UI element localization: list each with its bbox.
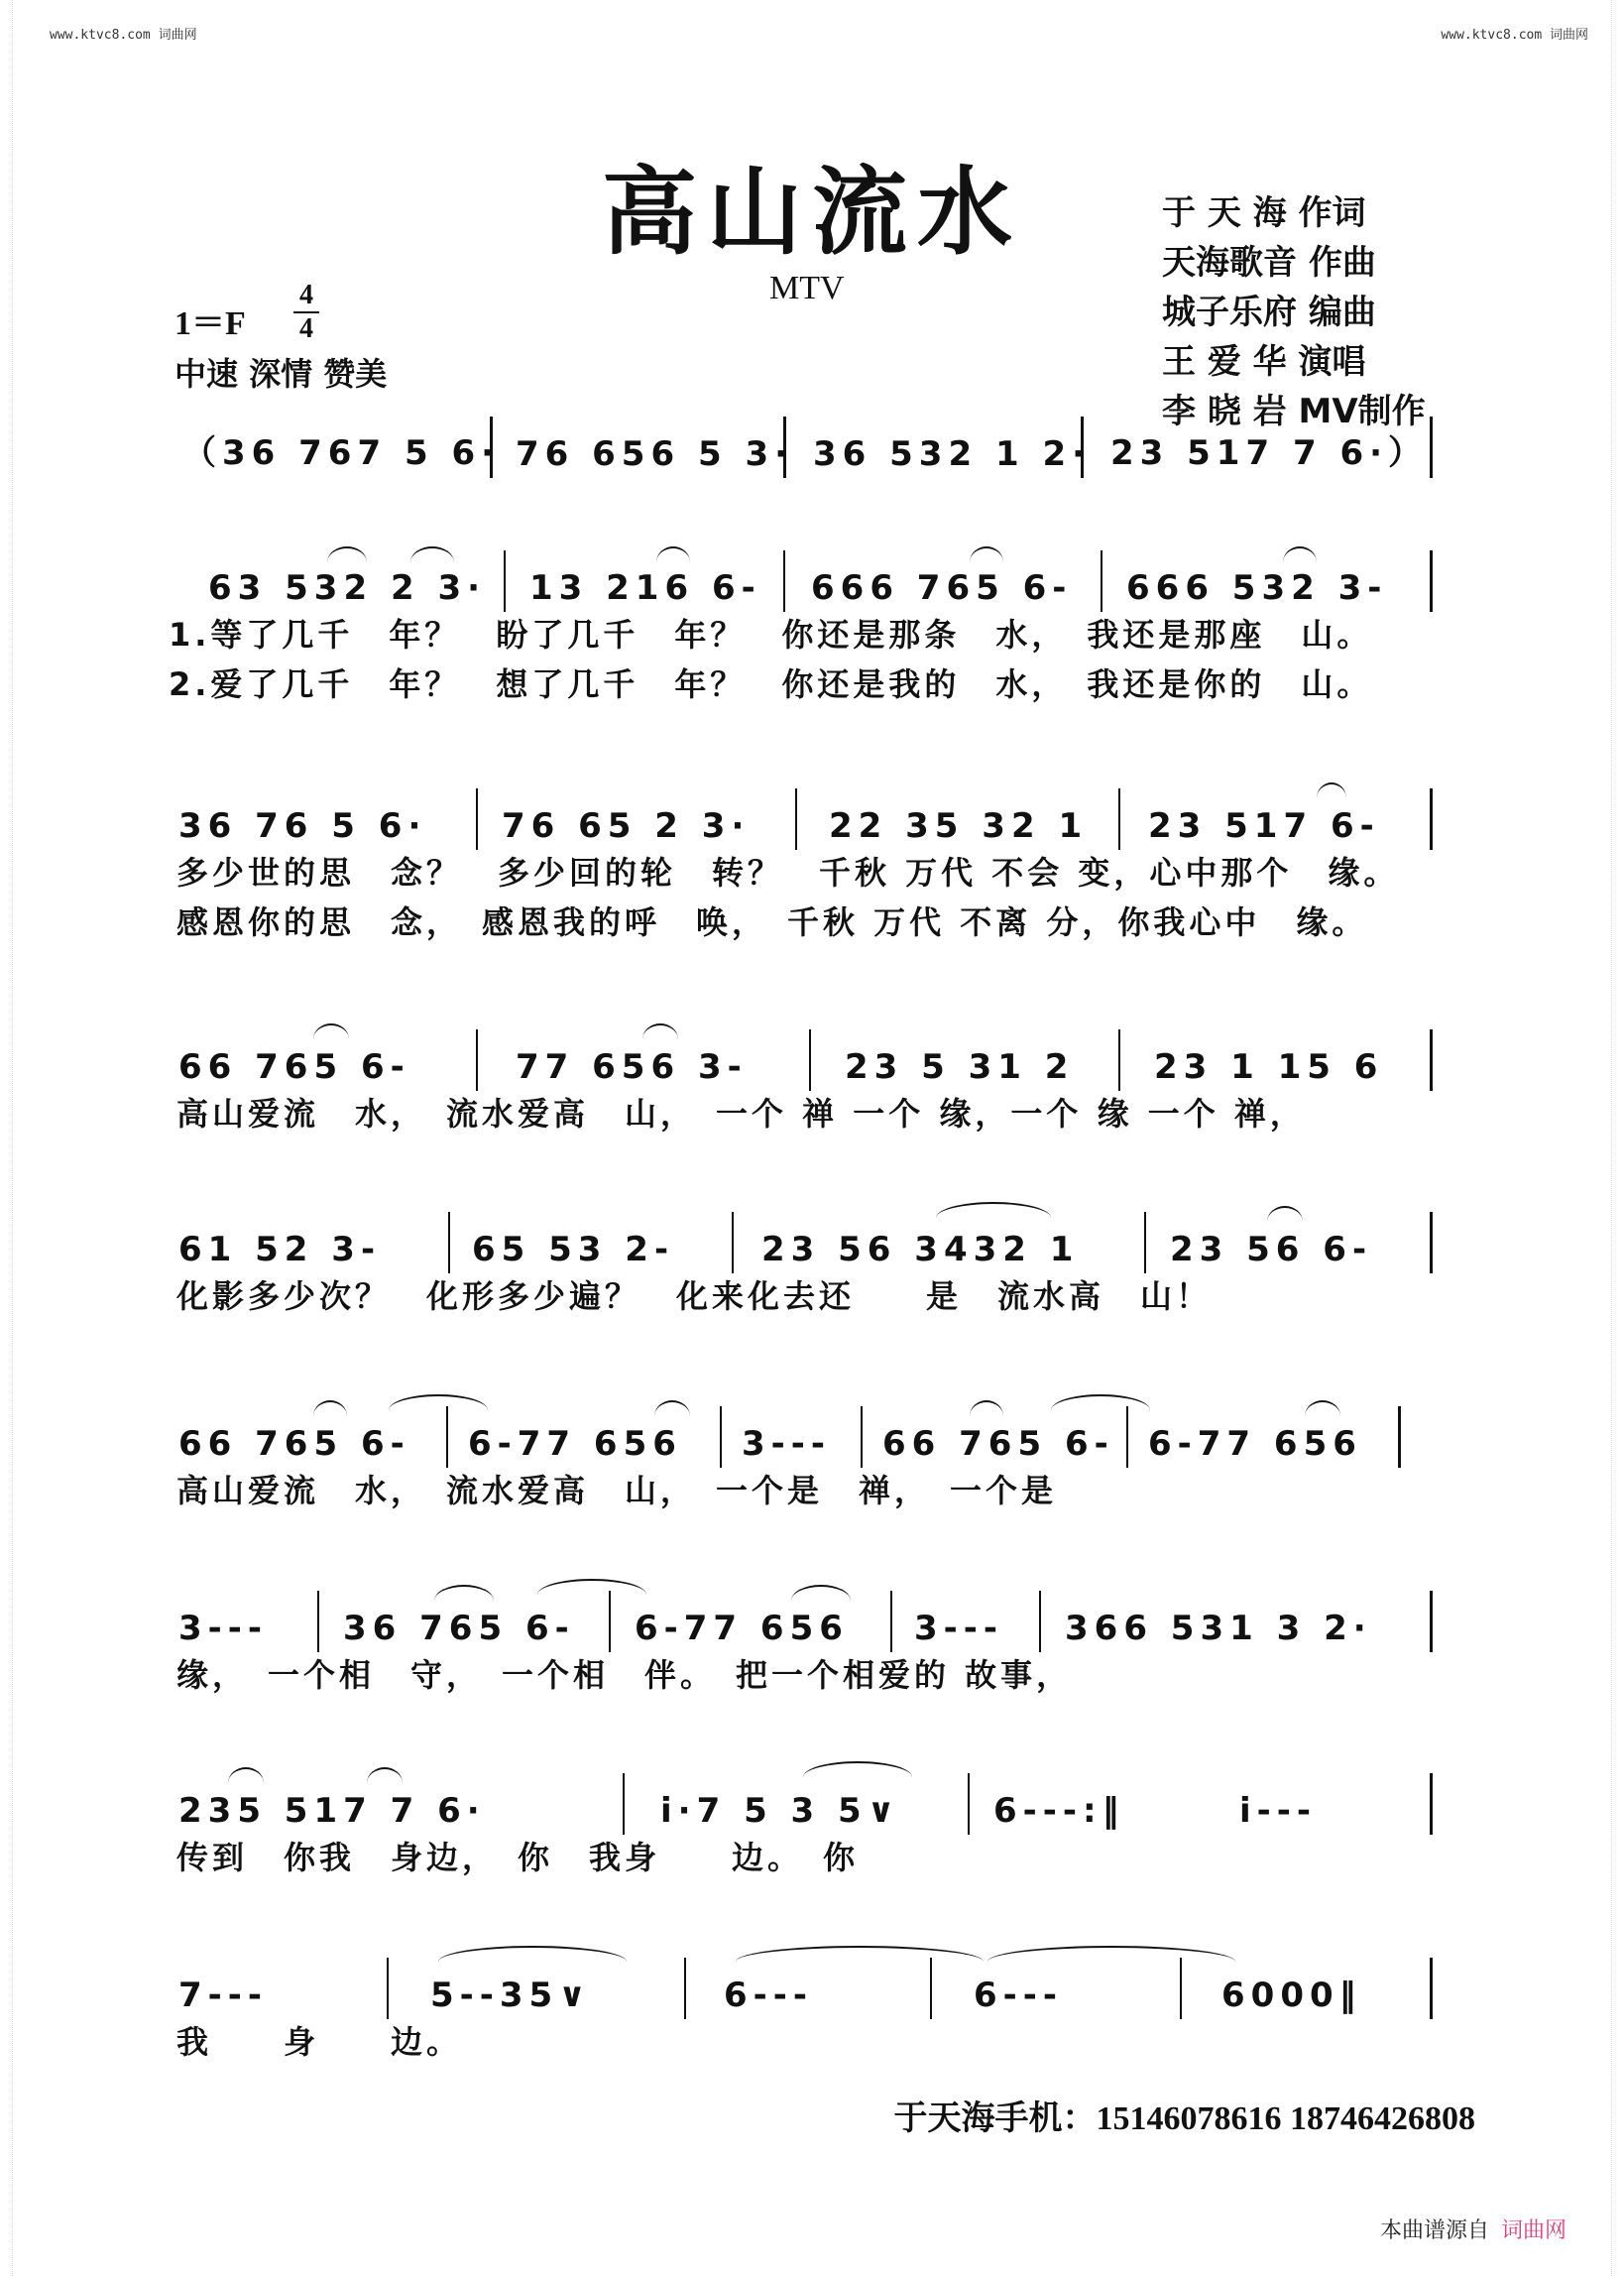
measure: 5--35∨ [430,1976,592,2015]
measure: 6-77 656 [635,1609,849,1648]
measure: 6---:‖ [993,1791,1125,1831]
tempo-marking: 中速 深情 赞美 [174,355,388,393]
lyric-verse-2: 感恩你的思 念， 感恩我的呼 唤， 千秋 万代 不离 分，你我心中 缘。 [176,903,1368,941]
measure: 23 5 31 2 [845,1047,1075,1087]
credit-arranger: 城子乐府 编曲 [1162,293,1376,332]
credit-mv: 李 晓 岩 MV制作 [1162,392,1426,431]
score-row-8 [169,1773,1448,1882]
measure: 3--- [178,1609,268,1648]
measure: 23 517 6- [1148,806,1380,846]
measure: 23 1 15 6 [1154,1047,1384,1087]
measure: 235 517 7 6· [178,1791,486,1831]
credits-block [1162,188,1426,436]
left-margin-strip [0,0,13,2276]
song-title: 高山流水 [602,156,1022,268]
measure: 6--- [974,1976,1063,2015]
lyric-line: 高山爱流 水， 流水爱高 山， 一个是 禅， 一个是 [176,1472,1058,1509]
measure: 76 656 5 3· [516,434,794,474]
credit-composer: 天海歌音 作曲 [1162,243,1376,283]
credit-singer: 王 爱 华 演唱 [1162,342,1366,382]
score-row-9 [169,1958,1448,2067]
site-watermark-right[interactable]: www.ktvc8.com 词曲网 [1441,28,1588,43]
site-watermark-left[interactable]: www.ktvc8.com 词曲网 [50,28,197,43]
score-row-1 [169,417,1448,476]
measure: 23 56 6- [1170,1230,1373,1269]
score-row-6 [169,1406,1448,1515]
right-margin-strip [1611,0,1624,2276]
measure: 66 765 6- [178,1424,410,1464]
lyric-verse-1: 1.等了几千 年？ 盼了几千 年？ 你还是那条 水， 我还是那座 山。 [169,616,1373,654]
measure: 6-77 656 [468,1424,682,1464]
score-row-7 [169,1591,1448,1700]
lyric-verse-2: 2.爱了几千 年？ 想了几千 年？ 你还是我的 水， 我还是你的 山。 [169,665,1373,703]
measure: 666 765 6- [811,568,1073,608]
measure: 3--- [742,1424,831,1464]
measure: 66 765 6- [178,1047,410,1087]
contact-phone: 于天海手机：15146078616 18746426808 [893,2100,1475,2137]
measure: 36 76 5 6· [178,806,427,846]
measure: 36 765 6- [343,1609,575,1648]
measure: 61 52 3- [178,1230,382,1269]
measure: 65 53 2- [472,1230,675,1269]
score-row-4 [169,1029,1448,1138]
score-row-3 [169,788,1448,947]
measure: 22 35 32 1 [829,806,1089,846]
lyric-line: 传到 你我 身边， 你 我身 边。 你 [176,1839,860,1876]
measure: 77 656 3- [516,1047,748,1087]
score-row-5 [169,1212,1448,1321]
measure: 6--- [724,1976,813,2015]
key-signature: 1＝F [174,305,246,342]
lyric-line: 缘， 一个相 守， 一个相 伴。 把一个相爱的 故事， [176,1656,1073,1694]
measure: 6000‖ [1221,1976,1362,2015]
lyric-line: 我 身 边。 [176,2023,463,2061]
measure: 13 216 6- [529,568,761,608]
measure: 23 517 7 6·） [1110,433,1429,473]
lyric-line: 化影多少次？ 化形多少遍？ 化来化去还 是 流水高 山！ [176,1277,1213,1315]
score-row-2 [169,550,1448,709]
measure: 6-77 656 [1148,1424,1362,1464]
measure: 3--- [914,1609,1003,1648]
source-label: 本曲谱源自 [1379,2218,1489,2243]
measure: 366 531 3 2· [1065,1609,1372,1648]
song-subtitle: MTV [769,270,845,306]
time-signature: 4 4 [293,282,319,343]
source-site-link[interactable]: 词曲网 [1500,2218,1566,2243]
measure: 76 65 2 3· [502,806,751,846]
measure: 66 765 6- [882,1424,1114,1464]
measure: 7--- [178,1976,268,2015]
measure: i·7 5 3 5∨ [660,1791,901,1831]
measure: （36 767 5 6· [182,433,501,473]
lyric-verse-1: 多少世的思 念？ 多少回的轮 转？ 千秋 万代 不会 变，心中那个 缘。 [176,854,1400,892]
measure: 63 532 2 3· [208,568,487,608]
measure: 36 532 1 2· [813,434,1092,474]
lyric-line: 高山爱流 水， 流水爱高 山， 一个 禅 一个 缘，一个 缘 一个 禅， [176,1095,1306,1133]
measure: i--- [1239,1791,1317,1831]
measure: 666 532 3- [1126,568,1388,608]
measure: 23 56 3432 1 [761,1230,1080,1269]
credit-lyricist: 于 天 海 作词 [1162,193,1366,233]
